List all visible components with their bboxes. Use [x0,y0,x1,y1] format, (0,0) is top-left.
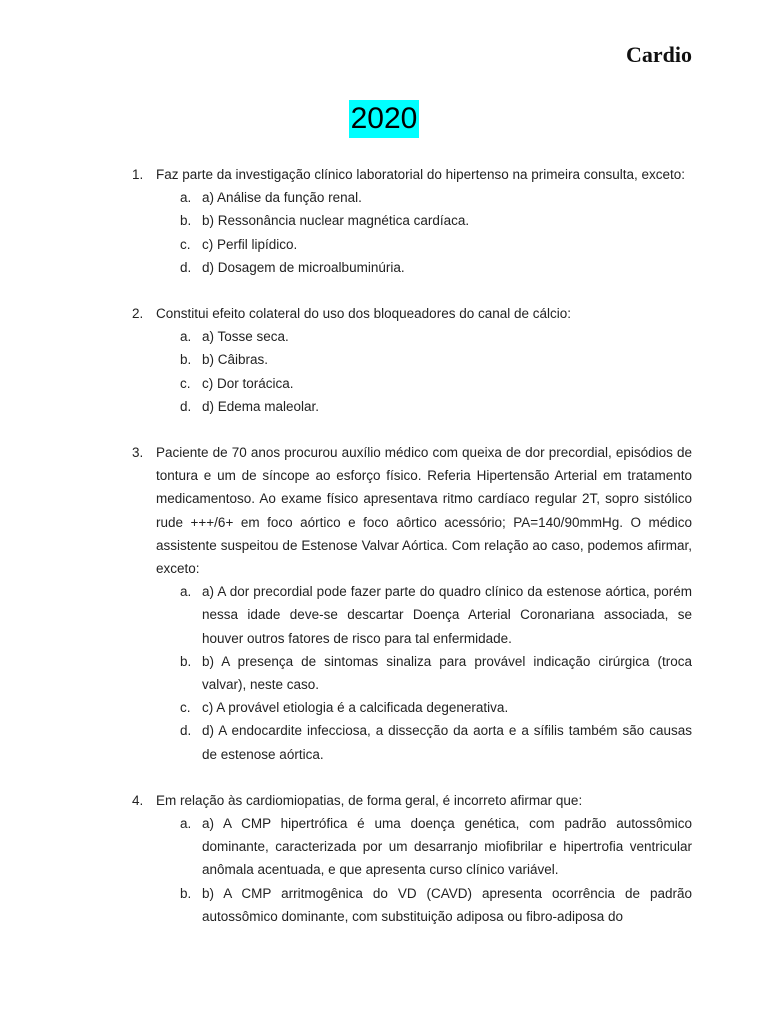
option-letter: d. [180,723,192,739]
option-list [156,186,692,279]
question-list [132,163,692,951]
answer-option [156,882,692,928]
option-text: b) Ressonância nuclear magnética cardíaca. [202,213,470,229]
year-heading: 2020 [349,100,420,138]
option-text: a) A dor precordial pode fazer parte do quadro clínico da estenose aórtica, porém nessa idade deve-se descartar Doença Arterial Coronariana associada, se houver outros fatores de risco para tal enfermidade. [202,584,692,646]
option-letter: a. [180,329,192,345]
option-text: b) Câibras. [202,352,269,368]
option-letter: b. [180,213,192,229]
answer-option [156,325,692,348]
option-letter: a. [180,816,192,832]
question-number: 3. [132,445,144,461]
answer-option [156,256,692,279]
option-letter: b. [180,653,192,669]
page-header-title: Cardio [626,42,692,67]
option-text: d) A endocardite infecciosa, a dissecção da aorta e a sífilis também são causas de estenose aórtica. [202,723,692,762]
option-text: c) Dor torácica. [202,375,294,391]
answer-option [156,812,692,882]
option-letter: b. [180,885,192,901]
option-list [156,812,692,928]
year-heading-wrap [0,100,768,138]
question-number: 2. [132,306,144,322]
option-text: d) Dosagem de microalbuminúria. [202,259,405,275]
question-number: 4. [132,792,144,808]
question-item [132,441,692,766]
option-letter: c. [180,375,191,391]
question-text: Em relação às cardiomiopatias, de forma geral, é incorreto afirmar que: [156,792,583,808]
answer-option [156,372,692,395]
answer-option [156,348,692,371]
option-text: a) A CMP hipertrófica é uma doença genética, com padrão autossômico dominante, caracterizada por um desarranjo miofibrilar e hipertrofia ventricular anômala acentuada, e que apresenta curso clínico variável. [202,816,692,878]
answer-option [156,719,692,765]
option-text: a) Tosse seca. [202,329,289,345]
question-item [132,163,692,279]
question-text: Constitui efeito colateral do uso dos bloqueadores do canal de cálcio: [156,306,572,322]
question-text: Paciente de 70 anos procurou auxílio médico com queixa de dor precordial, episódios de tontura e um de síncope ao esforço físico. Referia Hipertensão Arterial em tratamento medicamentoso. Ao exame físico apresentava ritmo cardíaco regular 2T, sopro sistólico rude +++/6+ em foco aórtico e foco aôrtico acessório; PA=140/90mmHg. O médico assistente suspeitou de Estenose Valvar Aórtica. Com relação ao caso, podemos afirmar, exceto: [156,445,692,577]
option-text: c) A provável etiologia é a calcificada degenerativa. [202,700,509,716]
option-list [156,325,692,418]
option-letter: a. [180,584,192,600]
question-number: 1. [132,167,144,182]
question-item [132,789,692,928]
answer-option [156,650,692,696]
answer-option [156,233,692,256]
option-letter: c. [180,700,191,716]
option-letter: b. [180,352,192,368]
answer-option [156,186,692,209]
answer-option [156,696,692,719]
question-item [132,302,692,418]
option-text: c) Perfil lipídico. [202,236,298,252]
option-text: b) A presença de sintomas sinaliza para provável indicação cirúrgica (troca valvar), neste caso. [202,653,692,693]
option-text: a) Análise da função renal. [202,190,362,206]
answer-option [156,395,692,418]
option-letter: c. [180,236,191,252]
option-text: d) Edema maleolar. [202,398,320,414]
option-letter: a. [180,190,192,206]
option-list [156,580,692,766]
answer-option [156,209,692,232]
question-text: Faz parte da investigação clínico laboratorial do hipertenso na primeira consulta, exceto: [156,167,686,182]
answer-option [156,580,692,650]
option-letter: d. [180,259,192,275]
option-letter: d. [180,398,192,414]
option-text: b) A CMP arritmogênica do VD (CAVD) apresenta ocorrência de padrão autossômico dominante, com substituição adiposa ou fibro-adiposa do [202,885,692,924]
